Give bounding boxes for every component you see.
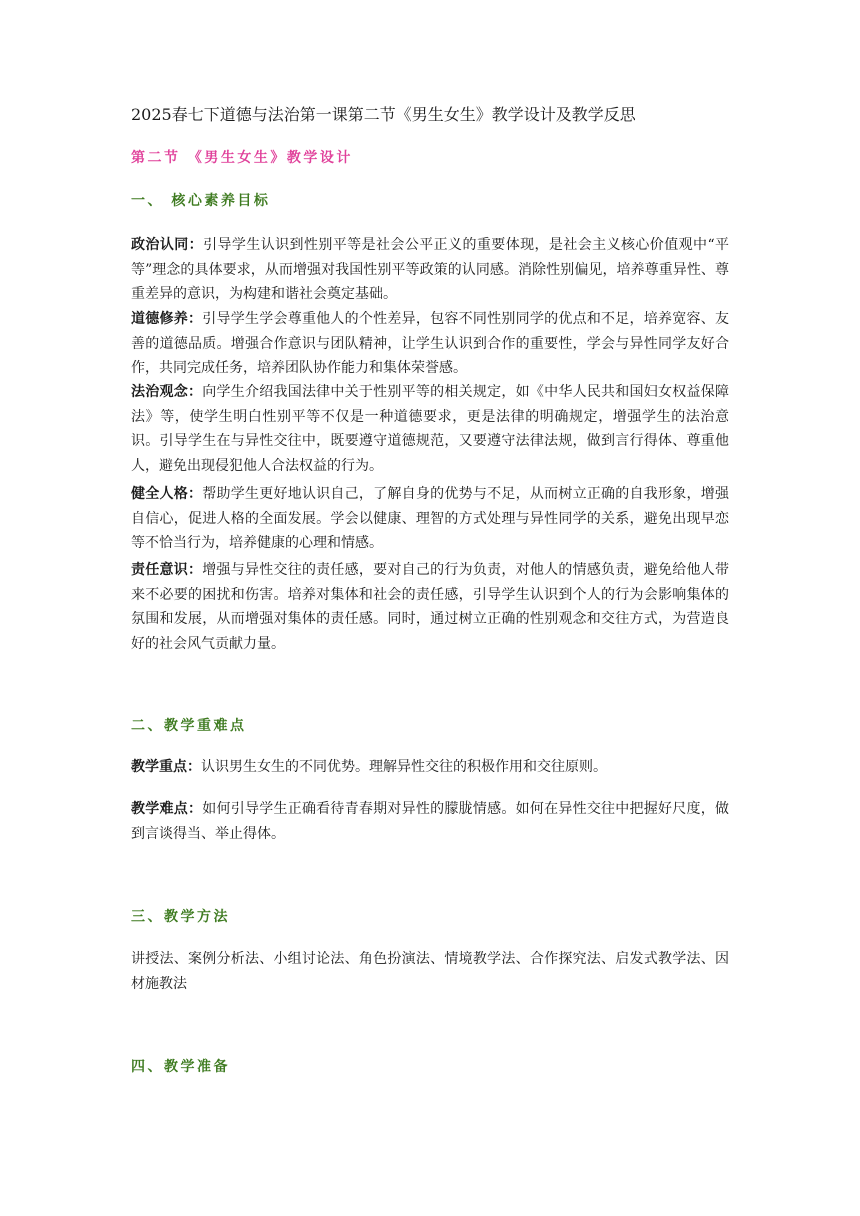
goal-label: 政治认同： — [131, 237, 204, 253]
methods-text: 讲授法、案例分析法、小组讨论法、角色扮演法、情境教学法、合作探究法、启发式教学法、因材施教法 — [131, 951, 729, 992]
goal-responsibility — [131, 558, 729, 656]
goal-label: 健全人格： — [131, 486, 203, 502]
key-point-label: 教学重点： — [131, 759, 201, 775]
methods-heading: 三、教学方法 — [131, 909, 230, 925]
section-subtitle: 第二节 《男生女生》教学设计 — [131, 150, 353, 166]
preparation-heading: 四、教学准备 — [131, 1059, 230, 1075]
goal-moral-cultivation — [131, 307, 729, 381]
goal-text: 向学生介绍我国法律中关于性别平等的相关规定，如《中华人民共和国妇女权益保障法》等，使学生明白性别平等不仅是一种道德要求，更是法律的明确规定，增强学生的法治意识。引导学生在与异性交往中，既要遵守道德规范，又要遵守法律法规，做到言行得体、尊重他人，避免出现侵犯他人合法权益的行为。 — [131, 384, 730, 474]
key-point-label: 教学难点： — [131, 801, 203, 817]
goal-text: 引导学生学会尊重他人的个性差异，包容不同性别同学的优点和不足，培养宽容、友善的道德品质。增强合作意识与团队精神，让学生认识到合作的重要性，学会与异性同学友好合作，共同完成任务，培养团队协作能力和集体荣誉感。 — [131, 311, 730, 376]
goal-label: 法治观念： — [131, 384, 203, 400]
key-point-text: 如何引导学生正确看待青春期对异性的朦胧情感。如何在异性交往中把握好尺度，做到言谈得当、举止得体。 — [131, 801, 730, 842]
goal-text: 引导学生认识到性别平等是社会公平正义的重要体现，是社会主义核心价值观中“平等”理念的具体要求，从而增强对我国性别平等政策的认同感。消除性别偏见，培养尊重异性、尊重差异的意识，为构建和谐社会奠定基础。 — [131, 237, 730, 302]
goal-label: 道德修养： — [131, 311, 203, 327]
key-points-heading: 二、教学重难点 — [131, 718, 247, 734]
goal-political-identity — [131, 233, 729, 307]
key-point-difficult — [131, 797, 729, 846]
goal-text: 帮助学生更好地认识自己，了解自身的优势与不足，从而树立正确的自我形象，增强自信心，促进人格的全面发展。学会以健康、理智的方式处理与异性同学的关系，避免出现早恋等不恰当行为，培养健康的心理和情感。 — [131, 486, 730, 551]
goal-label: 责任意识： — [131, 562, 203, 578]
key-point-text: 认识男生女生的不同优势。理解异性交往的积极作用和交往原则。 — [201, 759, 607, 775]
goal-text: 增强与异性交往的责任感，要对自己的行为负责，对他人的情感负责，避免给他人带来不必要的困扰和伤害。培养对集体和社会的责任感，引导学生认识到个人的行为会影响集体的氛围和发展，从而增强对集体的责任感。同时，通过树立正确的性别观念和交往方式，为营造良好的社会风气贡献力量。 — [131, 562, 730, 652]
goals-heading: 一、 核心素养目标 — [131, 193, 271, 209]
document-title: 2025春七下道德与法治第一课第二节《男生女生》教学设计及教学反思 — [131, 105, 636, 124]
goal-sound-personality — [131, 482, 729, 556]
goal-rule-of-law — [131, 380, 729, 478]
key-point-important — [131, 755, 729, 780]
